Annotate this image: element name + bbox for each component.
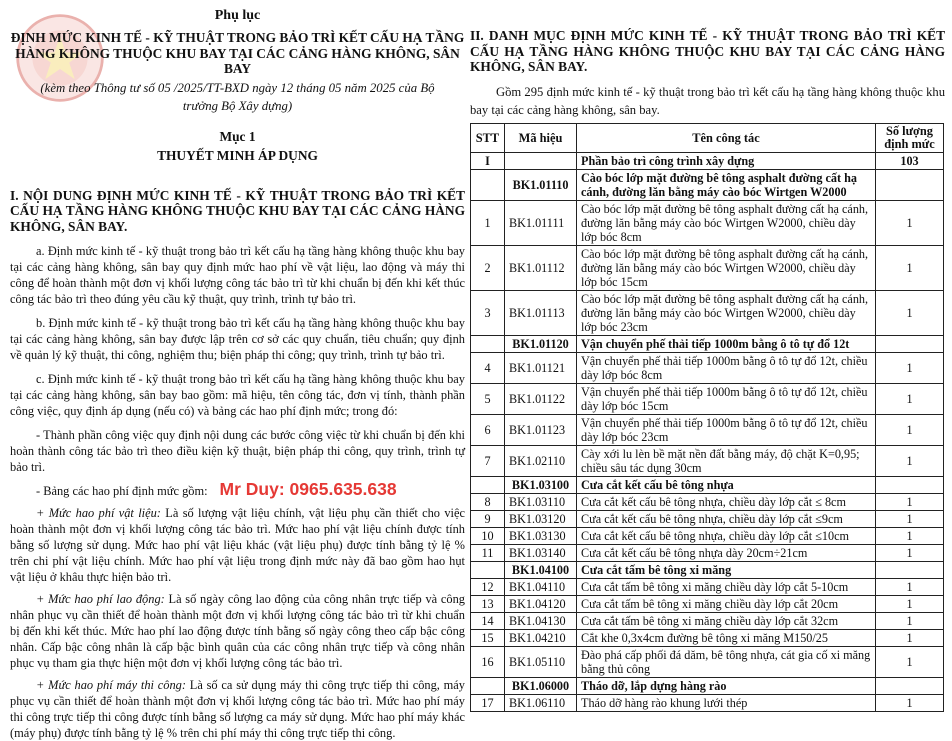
row-code: BK1.03100	[505, 476, 577, 493]
row-name: Cưa cắt kết cấu bê tông nhựa	[577, 476, 876, 493]
row-qty: 103	[876, 152, 944, 169]
row-stt: 11	[471, 544, 505, 561]
header-name: Tên công tác	[577, 123, 876, 152]
paragraph-c: c. Định mức kinh tế - kỹ thuật trong bảo trì kết cấu hạ tầng hàng không thuộc khu bay tại các cảng hàng không, sân bay bao gồm: mã hiệu, tên công tác, đơn vị tính, thành phần công việc, quy định áp dụng (nếu có) và bảng các hao phí định mức; trong đó:	[10, 371, 465, 418]
table-group-row	[471, 561, 944, 578]
paragraph-a: a. Định mức kinh tế - kỹ thuật trong bảo trì kết cấu hạ tầng hàng không thuộc khu bay tại các cảng hàng không, sân bay quy định mức hao phí về vật liệu, lao động và máy thi công để hoàn thành một đơn vị khối lượng công tác bảo trì từ khi chuẩn bị đến khi kết thúc công tác bảo trì theo đúng yêu cầu kỹ thuật, quy trình, trình tự bảo trì.	[10, 243, 465, 306]
table-part-row	[471, 152, 944, 169]
row-name: Cào bóc lớp mặt đường bê tông asphalt đường cất hạ cánh, đường lăn bằng máy cào bóc Wirtgen W2000, chiều dày lớp bóc 8cm	[577, 200, 876, 245]
row-name: Cắt khe 0,3x4cm đường bê tông xi măng M150/25	[577, 629, 876, 646]
row-stt	[471, 169, 505, 200]
row-name: Cào bóc lớp mặt đường bê tông asphalt đường cất hạ cánh, đường lăn bằng máy cào bóc Wirtgen W2000, chiều dày lớp bóc 15cm	[577, 245, 876, 290]
row-qty: 1	[876, 245, 944, 290]
row-code: BK1.06000	[505, 677, 577, 694]
table-group-row	[471, 335, 944, 352]
row-qty: 1	[876, 352, 944, 383]
row-code: BK1.02110	[505, 445, 577, 476]
table-row	[471, 414, 944, 445]
table-row	[471, 383, 944, 414]
row-code: BK1.01122	[505, 383, 577, 414]
row-stt: 6	[471, 414, 505, 445]
row-stt: 10	[471, 527, 505, 544]
appendix-label: Phụ lục	[214, 8, 261, 23]
row-qty: 1	[876, 493, 944, 510]
row-qty: 1	[876, 694, 944, 711]
table-row	[471, 445, 944, 476]
row-stt	[471, 335, 505, 352]
table-header-row	[471, 123, 944, 152]
row-name: Cưa cắt tấm bê tông xi măng chiều dày lớp cắt 20cm	[577, 595, 876, 612]
row-name: Vận chuyển phế thải tiếp 1000m bằng ô tô tự đổ 12t, chiều dày lớp bóc 23cm	[577, 414, 876, 445]
row-stt: 13	[471, 595, 505, 612]
paragraph-machine	[10, 677, 465, 741]
row-name: Tháo dỡ, lắp dựng hàng rào	[577, 677, 876, 694]
row-qty: 1	[876, 612, 944, 629]
section-label: Mục 1	[219, 128, 256, 144]
labor-text: Là số ngày công lao động của công nhân trực tiếp và công nhân phục vụ cần thiết để hoàn thành một đơn vị khối lượng công tác bảo trì từ khi chuẩn bị đến khi kết thúc. Mức hao phí lao động được tính bằng số ngày công theo cấp bậc công nhân. Cấp bậc công nhân là cấp bậc bình quân của các công nhân trực tiếp và công nhân phục vụ tham gia thực hiện một đơn vị khối lượng công tác bảo trì.	[10, 591, 465, 670]
row-qty	[876, 169, 944, 200]
row-stt: 3	[471, 290, 505, 335]
table-row	[471, 245, 944, 290]
row-qty: 1	[876, 414, 944, 445]
row-stt	[471, 561, 505, 578]
table-row	[471, 352, 944, 383]
header-qty: Số lượng định mức	[876, 123, 944, 152]
table-row	[471, 629, 944, 646]
row-code: BK1.03130	[505, 527, 577, 544]
row-stt: 16	[471, 646, 505, 677]
machine-text: Là số ca sử dụng máy thi công trực tiếp thi công, máy phục vụ cần thiết để hoàn thành một đơn vị khối lượng công tác bảo trì. Mức hao phí máy thi công trực tiếp thi công được tính bằng số lượng ca máy sử dụng. Mức hao phí máy khác (máy phụ) được tính bằng tỷ lệ % trên chi phí máy thi công trực tiếp thi công.	[10, 677, 465, 740]
table-row	[471, 290, 944, 335]
row-name: Đào phá cấp phối đá dăm, bê tông nhựa, cát gia cố xi măng bằng thủ công	[577, 646, 876, 677]
table-row	[471, 493, 944, 510]
row-qty: 1	[876, 629, 944, 646]
catalog-intro: Gồm 295 định mức kinh tế - kỹ thuật trong bảo trì kết cấu hạ tầng hàng không thuộc khu bay tại các cảng hàng không, sân bay.	[470, 84, 945, 117]
left-column	[10, 0, 465, 741]
machine-label: + Mức hao phí máy thi công:	[36, 677, 186, 692]
table-row	[471, 544, 944, 561]
material-label: + Mức hao phí vật liệu:	[36, 505, 161, 520]
row-stt: 17	[471, 694, 505, 711]
table-row	[471, 646, 944, 677]
cost-table-label: - Bảng các hao phí định mức gồm:	[36, 483, 208, 498]
row-stt: 2	[471, 245, 505, 290]
table-group-row	[471, 677, 944, 694]
paragraph-cost-table	[10, 478, 465, 499]
labor-label: + Mức hao phí lao động:	[36, 591, 165, 606]
table-row	[471, 200, 944, 245]
row-name: Cào bóc lớp mặt đường bê tông asphalt đường cất hạ cánh, đường lăn bằng máy cào bóc Wirtgen W2000	[577, 169, 876, 200]
row-stt: I	[471, 152, 505, 169]
row-code: BK1.01111	[505, 200, 577, 245]
row-name: Vận chuyển phế thải tiếp 1000m bằng ô tô tự đổ 12t, chiều dày lớp bóc 15cm	[577, 383, 876, 414]
row-code: BK1.01110	[505, 169, 577, 200]
material-text: Là số lượng vật liệu chính, vật liệu phụ cần thiết cho việc hoàn thành một đơn vị khối lượng công tác bảo trì. Mức hao phí vật liệu chính được tính bằng số lượng sử dụng. Mức hao phí vật liệu khác (vật liệu phụ) được tính bằng tỷ lệ % trên chi phí vật liệu chính. Mức hao phí vật liệu trong định mức này đã bao gồm hao hụt vật liệu ở khâu thực hiện bảo trì.	[10, 505, 465, 584]
row-name: Cào bóc lớp mặt đường bê tông asphalt đường cất hạ cánh, đường lăn bằng máy cào bóc Wirtgen W2000, chiều dày lớp bóc 23cm	[577, 290, 876, 335]
table-body	[471, 152, 944, 711]
row-code: BK1.01123	[505, 414, 577, 445]
row-code: BK1.01120	[505, 335, 577, 352]
row-name: Cưa cắt tấm bê tông xi măng chiều dày lớp cắt 5-10cm	[577, 578, 876, 595]
section-title: THUYẾT MINH ÁP DỤNG	[157, 147, 318, 163]
row-qty	[876, 335, 944, 352]
row-code: BK1.04210	[505, 629, 577, 646]
row-name: Cưa cắt tấm bê tông xi măng chiều dày lớp cắt 32cm	[577, 612, 876, 629]
row-stt	[471, 476, 505, 493]
table-row	[471, 578, 944, 595]
row-qty: 1	[876, 646, 944, 677]
row-name: Cưa cắt kết cấu bê tông nhựa dày 20cm÷21cm	[577, 544, 876, 561]
section-heading-2: II. DANH MỤC ĐỊNH MỨC KINH TẾ - KỸ THUẬT TRONG BẢO TRÌ KẾT CẤU HẠ TẦNG HÀNG KHÔNG THUỘC KHU BAY TẠI CÁC CẢNG HÀNG KHÔNG, SÂN BAY.	[470, 28, 945, 75]
row-qty: 1	[876, 510, 944, 527]
table-row	[471, 694, 944, 711]
row-name: Cưa cắt tấm bê tông xi măng	[577, 561, 876, 578]
header-stt: STT	[471, 123, 505, 152]
row-stt: 15	[471, 629, 505, 646]
table-group-row	[471, 169, 944, 200]
row-stt	[471, 677, 505, 694]
row-name: Tháo dỡ hàng rào khung lưới thép	[577, 694, 876, 711]
document-title: ĐỊNH MỨC KINH TẾ - KỸ THUẬT TRONG BẢO TRÌ KẾT CẤU HẠ TẦNG HÀNG KHÔNG THUỘC KHU BAY TẠI CÁC CẢNG HÀNG KHÔNG, SÂN BAY	[10, 30, 465, 77]
row-qty	[876, 561, 944, 578]
row-stt: 4	[471, 352, 505, 383]
row-stt: 5	[471, 383, 505, 414]
table-group-row	[471, 476, 944, 493]
row-code: BK1.04130	[505, 612, 577, 629]
row-stt: 14	[471, 612, 505, 629]
row-qty: 1	[876, 383, 944, 414]
row-qty: 1	[876, 595, 944, 612]
row-code: BK1.01112	[505, 245, 577, 290]
row-name: Vận chuyển phế thải tiếp 1000m bằng ô tô tự đổ 12t, chiều dày lớp bóc 8cm	[577, 352, 876, 383]
row-stt: 9	[471, 510, 505, 527]
header-code: Mã hiệu	[505, 123, 577, 152]
row-code: BK1.04120	[505, 595, 577, 612]
row-code: BK1.03120	[505, 510, 577, 527]
table-row	[471, 612, 944, 629]
row-stt: 12	[471, 578, 505, 595]
row-name: Cưa cắt kết cấu bê tông nhựa, chiều dày lớp cắt ≤10cm	[577, 527, 876, 544]
row-qty: 1	[876, 578, 944, 595]
document-subtitle: (kèm theo Thông tư số 05 /2025/TT-BXD ngày 12 tháng 05 năm 2025 của Bộ trưởng Bộ Xây dựng)	[40, 80, 435, 113]
section-heading-1: I. NỘI DUNG ĐỊNH MỨC KINH TẾ - KỸ THUẬT TRONG BẢO TRÌ KẾT CẤU HẠ TẦNG HÀNG KHÔNG THUỘC KHU BAY TẠI CÁC CẢNG HÀNG KHÔNG, SÂN BAY.	[10, 187, 465, 234]
row-qty	[876, 677, 944, 694]
row-name: Cưa cắt kết cấu bê tông nhựa, chiều dày lớp cắt ≤ 8cm	[577, 493, 876, 510]
row-name: Phần bảo trì công trình xây dựng	[577, 152, 876, 169]
row-code: BK1.06110	[505, 694, 577, 711]
row-qty	[876, 476, 944, 493]
row-stt: 7	[471, 445, 505, 476]
row-code: BK1.01121	[505, 352, 577, 383]
row-qty: 1	[876, 544, 944, 561]
paragraph-b: b. Định mức kinh tế - kỹ thuật trong bảo trì kết cấu hạ tầng hàng không thuộc khu bay tại các cảng hàng không, sân bay được lập trên cơ sở các quy chuẩn, tiêu chuẩn; quy định về quản lý kỹ thuật, thi công, nghiệm thu; biện pháp thi công; quy trình, trình tự bảo trì.	[10, 315, 465, 362]
row-name: Vận chuyển phế thải tiếp 1000m bằng ô tô tự đổ 12t	[577, 335, 876, 352]
row-code	[505, 152, 577, 169]
row-code: BK1.03140	[505, 544, 577, 561]
paragraph-labor	[10, 591, 465, 671]
paragraph-material	[10, 505, 465, 585]
table-row	[471, 527, 944, 544]
paragraph-work-components: - Thành phần công việc quy định nội dung các bước công việc từ khi chuẩn bị đến khi hoàn thành công tác bảo trì theo điều kiện kỹ thuật, biện pháp thi công, quy trình, trình tự bảo trì.	[10, 427, 465, 474]
row-code: BK1.04100	[505, 561, 577, 578]
row-qty: 1	[876, 200, 944, 245]
row-name: Cày xới lu lèn bề mặt nền đất bằng máy, độ chặt K=0,95; chiều sâu tác dụng 30cm	[577, 445, 876, 476]
row-name: Cưa cắt kết cấu bê tông nhựa, chiều dày lớp cắt ≤9cm	[577, 510, 876, 527]
row-qty: 1	[876, 445, 944, 476]
row-stt: 1	[471, 200, 505, 245]
row-code: BK1.05110	[505, 646, 577, 677]
row-stt: 8	[471, 493, 505, 510]
row-code: BK1.04110	[505, 578, 577, 595]
right-column	[470, 0, 945, 712]
norm-table	[470, 123, 944, 712]
table-row	[471, 510, 944, 527]
row-code: BK1.03110	[505, 493, 577, 510]
hotline-text: Mr Duy: 0965.635.638	[219, 478, 397, 499]
table-row	[471, 595, 944, 612]
row-qty: 1	[876, 290, 944, 335]
row-code: BK1.01113	[505, 290, 577, 335]
row-qty: 1	[876, 527, 944, 544]
